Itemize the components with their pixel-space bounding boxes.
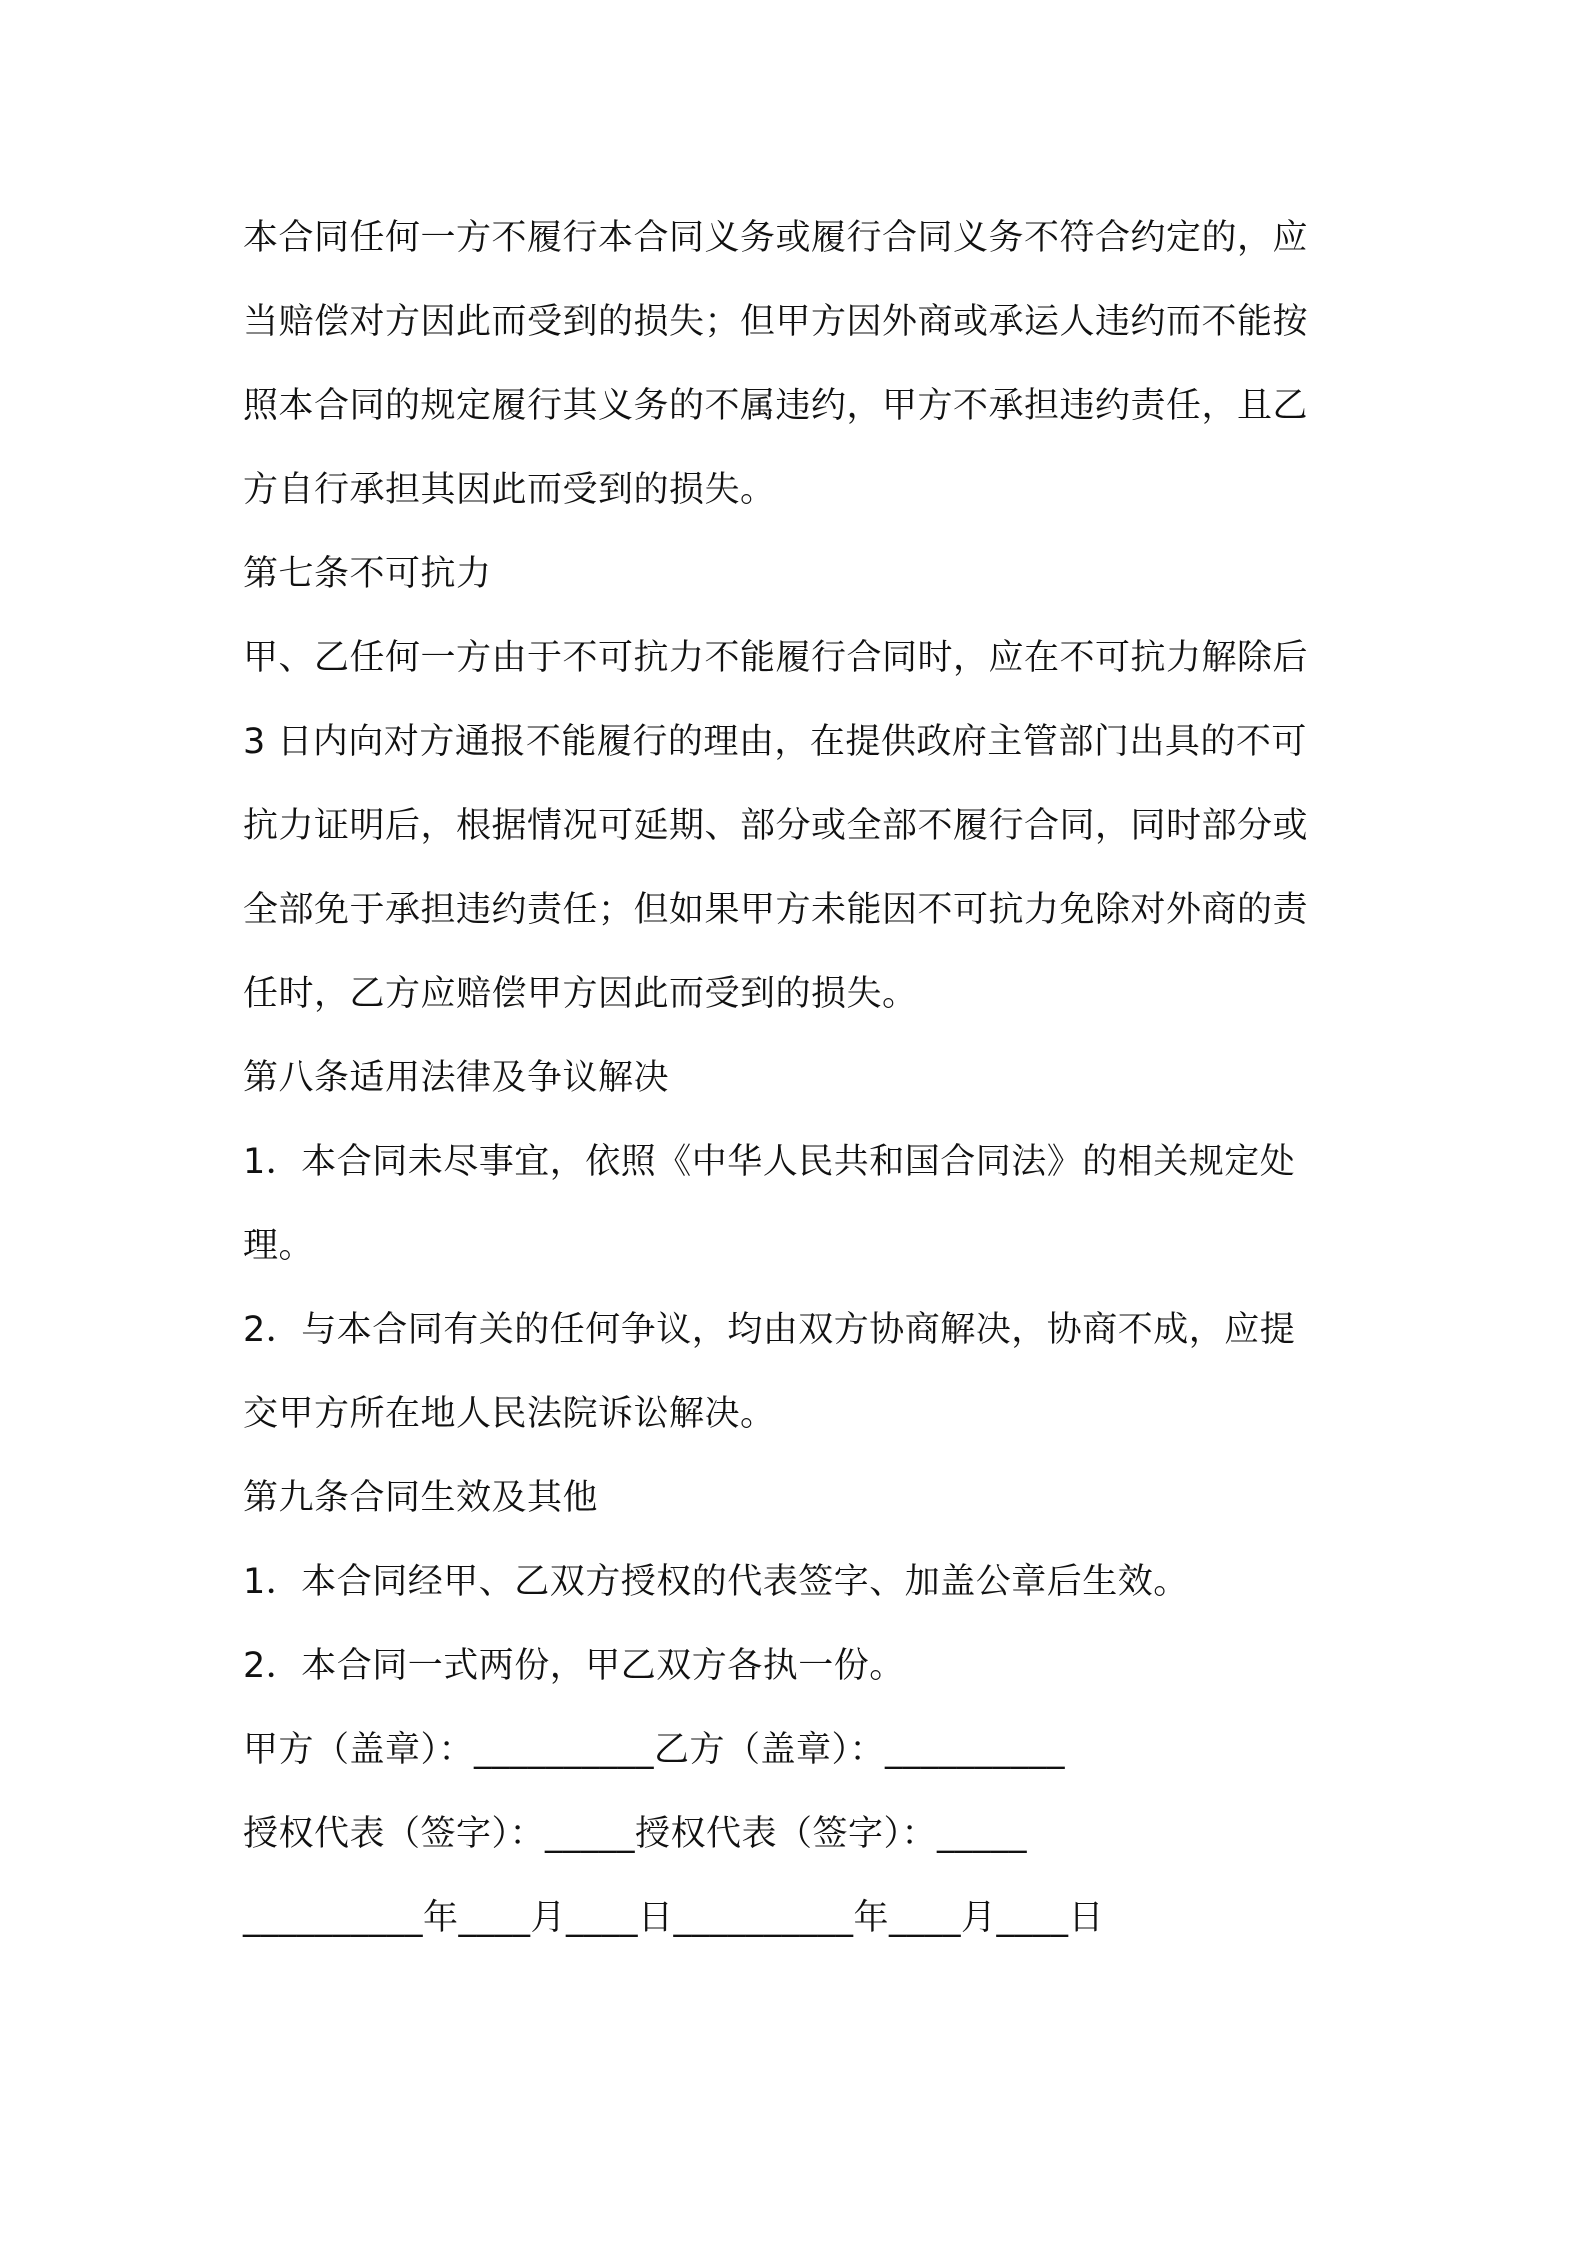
clause-line: 理。 xyxy=(243,1226,315,1266)
article-heading-9: 第九条合同生效及其他 xyxy=(243,1478,599,1518)
clause-line: 2．与本合同有关的任何争议，均由双方协商解决，协商不成，应提 xyxy=(243,1310,1296,1350)
paragraph-line: 甲、乙任何一方由于不可抗力不能履行合同时，应在不可抗力解除后 xyxy=(243,638,1309,678)
signature-representative-line: 授权代表（签字）：_____授权代表（签字）：_____ xyxy=(243,1814,1028,1854)
paragraph-line: 任时，乙方应赔偿甲方因此而受到的损失。 xyxy=(243,974,918,1014)
article-heading-7: 第七条不可抗力 xyxy=(243,554,492,594)
signature-date-line: __________年____月____日__________年____月____日 xyxy=(243,1898,1105,1938)
signature-seal-line: 甲方（盖章）：__________乙方（盖章）：__________ xyxy=(243,1730,1066,1770)
clause-line: 2．本合同一式两份，甲乙双方各执一份。 xyxy=(243,1646,905,1686)
paragraph-line: 方自行承担其因此而受到的损失。 xyxy=(243,470,776,510)
paragraph-line: 当赔偿对方因此而受到的损失；但甲方因外商或承运人违约而不能按 xyxy=(243,302,1309,342)
clause-line: 1．本合同经甲、乙双方授权的代表签字、加盖公章后生效。 xyxy=(243,1562,1189,1602)
paragraph-line: 全部免于承担违约责任；但如果甲方未能因不可抗力免除对外商的责 xyxy=(243,890,1309,930)
clause-line: 1．本合同未尽事宜，依照《中华人民共和国合同法》的相关规定处 xyxy=(243,1142,1296,1182)
clause-line: 交甲方所在地人民法院诉讼解决。 xyxy=(243,1394,776,1434)
contract-body xyxy=(243,196,1358,1960)
paragraph-line: 3 日内向对方通报不能履行的理由，在提供政府主管部门出具的不可 xyxy=(243,722,1307,762)
paragraph-line: 抗力证明后，根据情况可延期、部分或全部不履行合同，同时部分或 xyxy=(243,806,1309,846)
paragraph-line: 本合同任何一方不履行本合同义务或履行合同义务不符合约定的，应 xyxy=(243,218,1309,258)
article-heading-8: 第八条适用法律及争议解决 xyxy=(243,1058,670,1098)
paragraph-line: 照本合同的规定履行其义务的不属违约，甲方不承担违约责任，且乙 xyxy=(243,386,1309,426)
